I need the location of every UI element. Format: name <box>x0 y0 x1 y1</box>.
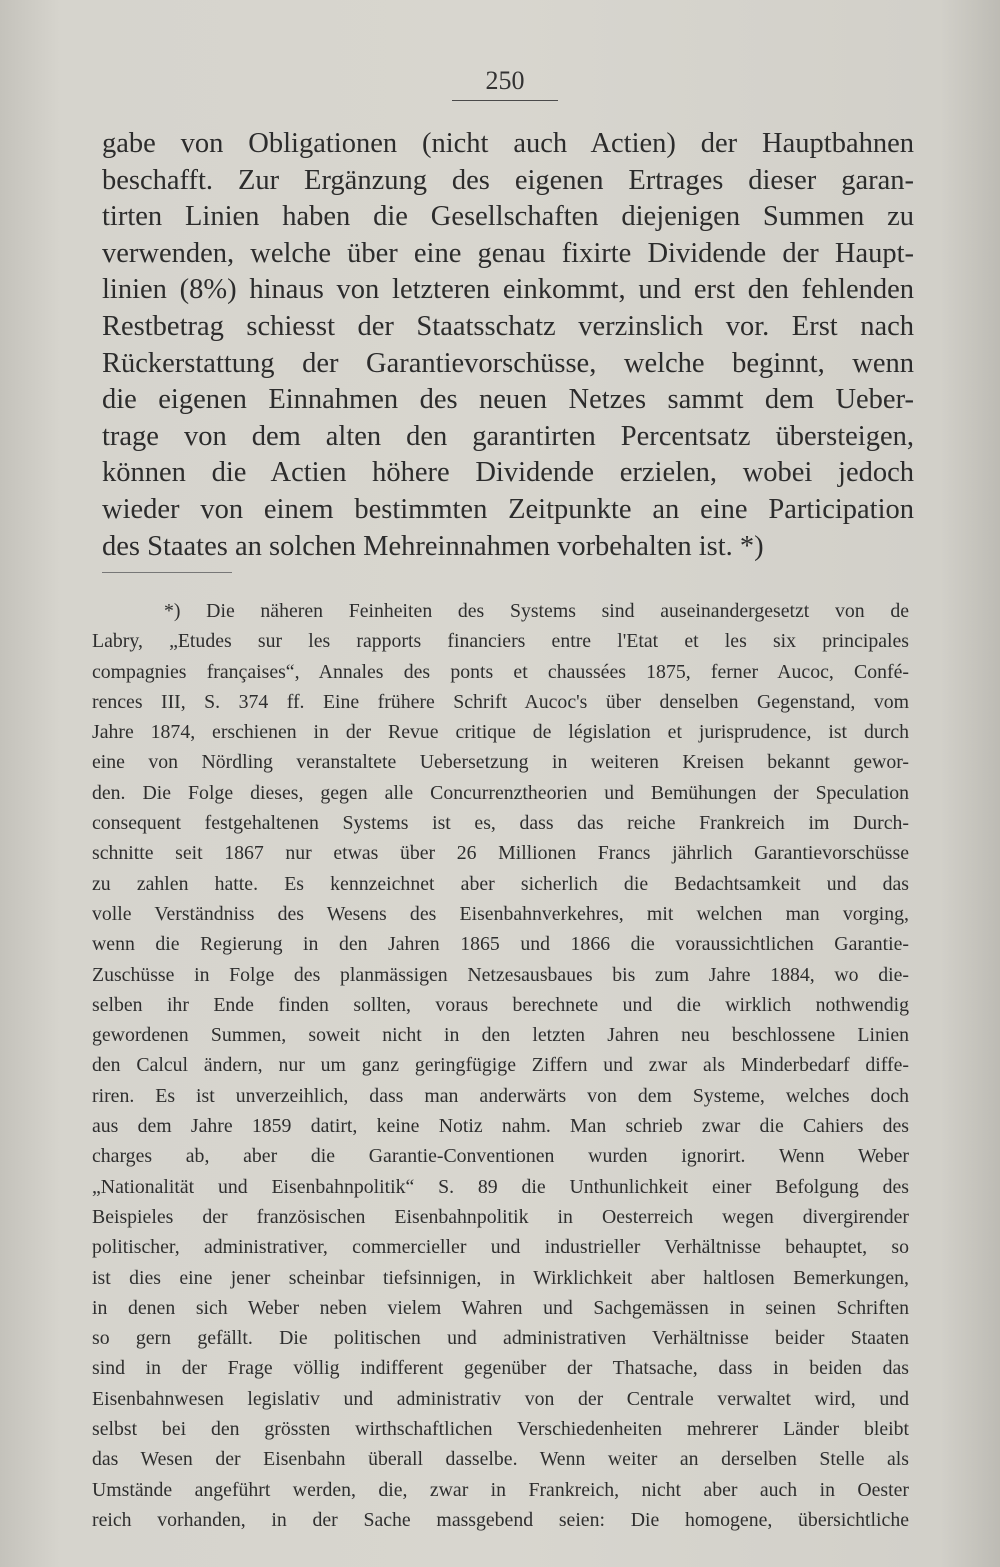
footnote-line: Zuschüsse in Folge des planmässigen Netzesausbaues bis zum Jahre 1884, wo die- <box>92 963 909 986</box>
footnote-line: in denen sich Weber neben vielem Wahren und Sachgemässen in seinen Schriften <box>92 1296 909 1319</box>
footnote-line: politischer, administrativer, commercieller und industrieller Verhältnisse behauptet, so <box>92 1236 909 1259</box>
body-line: tirten Linien haben die Gesellschaften diejenigen Summen zu <box>102 201 914 233</box>
footnote-line: selben ihr Ende finden sollten, voraus berechnete und die wirklich nothwendig <box>92 993 909 1016</box>
footnote-line: eine von Nördling veranstaltete Uebersetzung in weiteren Kreisen bekannt gewor- <box>92 751 909 774</box>
page-number: 250 <box>485 66 525 95</box>
footnote-line: Jahre 1874, erschienen in der Revue critique de législation et jurisprudence, ist durch <box>92 721 909 744</box>
body-line: trage von dem alten den garantirten Percentsatz übersteigen, <box>102 420 914 452</box>
body-line: linien (8%) hinaus von letzteren einkommt, und erst den fehlenden <box>102 274 914 306</box>
footnote-line: reich vorhanden, in der Sache massgebend seien: Die homogene, übersichtliche <box>92 1508 909 1531</box>
footnote-line: selbst bei den grössten wirthschaftlichen Verschiedenheiten mehrerer Länder bleibt <box>92 1418 909 1441</box>
footnote-line: „Nationalität und Eisenbahnpolitik“ S. 89 die Unthunlichkeit einer Befolgung des <box>92 1175 909 1198</box>
footnote-line: Beispieles der französischen Eisenbahnpolitik in Oesterreich wegen divergirender <box>92 1205 909 1228</box>
footnote-line: gewordenen Summen, soweit nicht in den letzten Jahren neu beschlossene Linien <box>92 1024 909 1047</box>
page-number-rule <box>452 100 558 101</box>
footnote-line: schnitte seit 1867 nur etwas über 26 Millionen Francs jährlich Garantievorschüsse <box>92 842 909 865</box>
footnote-line: den Calcul ändern, nur um ganz geringfügige Ziffern und zwar als Minderbedarf diffe- <box>92 1054 909 1077</box>
body-line: des Staates an solchen Mehreinnahmen vorbehalten ist. *) <box>102 530 764 562</box>
footnote-line: charges ab, aber die Garantie-Conventionen wurden ignorirt. Wenn Weber <box>92 1145 909 1168</box>
footnote-line: Umstände angeführt werden, die, zwar in Frankreich, nicht aber auch in Oester <box>92 1478 909 1501</box>
footnote-line: *) Die näheren Feinheiten des Systems sind auseinandergesetzt von de <box>164 600 909 622</box>
footnote-line: consequent festgehaltenen Systems ist es, dass das reiche Frankreich im Durch- <box>92 812 909 835</box>
body-line: Restbetrag schiesst der Staatsschatz verzinslich vor. Erst nach <box>102 310 914 342</box>
body-line: beschafft. Zur Ergänzung des eigenen Ertrages dieser garan- <box>102 164 914 196</box>
footnote-line: riren. Es ist unverzeihlich, dass man anderwärts von dem Systeme, welches doch <box>92 1084 909 1107</box>
body-line: verwenden, welche über eine genau fixirte Dividende der Haupt- <box>102 237 914 269</box>
footnote-line: so gern gefällt. Die politischen und administrativen Verhältnisse beider Staaten <box>92 1327 909 1350</box>
body-line: wieder von einem bestimmten Zeitpunkte an eine Participation <box>102 493 914 525</box>
footnote-line: zu zahlen hatte. Es kennzeichnet aber sicherlich die Bedachtsamkeit und das <box>92 872 909 895</box>
footnote-rule <box>102 572 232 573</box>
footnote-line: aus dem Jahre 1859 datirt, keine Notiz nahm. Man schrieb zwar die Cahiers des <box>92 1115 909 1138</box>
footnote-line: volle Verständniss des Wesens des Eisenbahnverkehres, mit welchen man vorging, <box>92 902 909 925</box>
footnote-line: rences III, S. 374 ff. Eine frühere Schrift Aucoc's über denselben Gegenstand, vom <box>92 690 909 713</box>
footnote-line: sind in der Frage völlig indifferent gegenüber der Thatsache, dass in beiden das <box>92 1357 909 1380</box>
footnote <box>92 596 909 1535</box>
footnote-line: wenn die Regierung in den Jahren 1865 und 1866 die voraussichtlichen Garantie- <box>92 933 909 956</box>
body-line: gabe von Obligationen (nicht auch Actien) der Hauptbahnen <box>102 128 914 159</box>
footnote-line: compagnies françaises“, Annales des ponts et chaussées 1875, ferner Aucoc, Confé- <box>92 660 909 683</box>
footnote-line: ist dies eine jener scheinbar tiefsinnigen, in Wirklichkeit aber haltlosen Bemerkungen, <box>92 1266 909 1289</box>
footnote-line: das Wesen der Eisenbahn überall dasselbe. Wenn weiter an derselben Stelle als <box>92 1448 909 1471</box>
body-line: können die Actien höhere Dividende erzielen, wobei jedoch <box>102 457 914 489</box>
footnote-line: Labry, „Etudes sur les rapports financiers entre l'Etat et les six principales <box>92 630 909 653</box>
footnote-line: Eisenbahnwesen legislativ und administrativ von der Centrale verwaltet wird, und <box>92 1387 909 1410</box>
footnote-line: den. Die Folge dieses, gegen alle Concurrenztheorien und Bemühungen der Speculation <box>92 781 909 804</box>
body-text <box>102 126 914 565</box>
body-line: Rückerstattung der Garantievorschüsse, welche beginnt, wenn <box>102 347 914 379</box>
body-line: die eigenen Einnahmen des neuen Netzes sammt dem Ueber- <box>102 384 914 416</box>
